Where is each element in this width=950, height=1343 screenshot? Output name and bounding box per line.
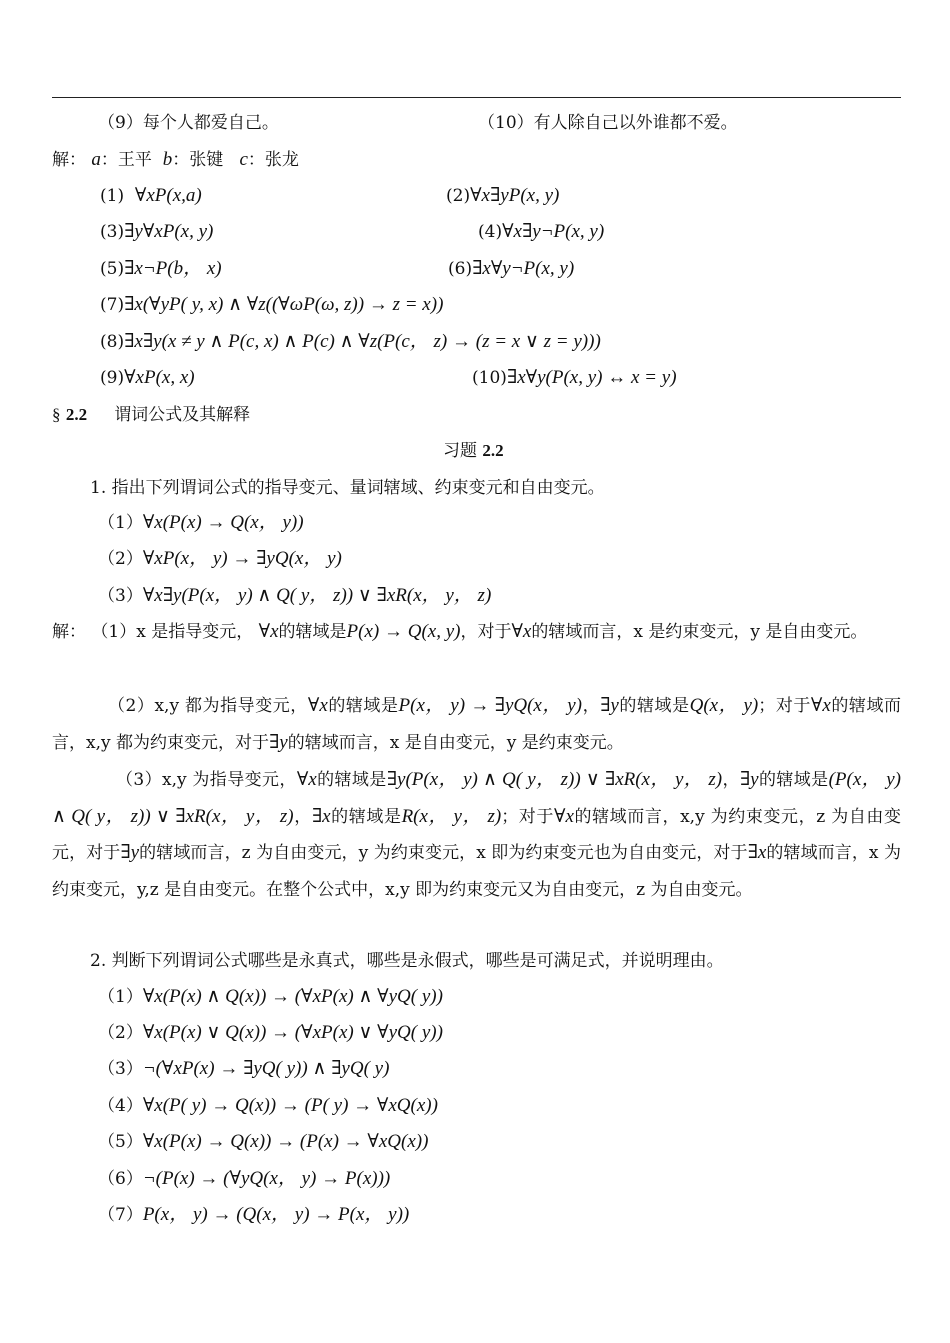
q1-item-1 (98, 512, 304, 534)
text: 解： （1）x 是指导变元， (52, 622, 254, 642)
formula: Q(x， y) (689, 695, 759, 716)
text: 的辖域是 (758, 770, 829, 790)
item-label: （1） (98, 987, 143, 1007)
name-b: ：张键 (172, 150, 224, 170)
answer-label: (7) (100, 295, 125, 315)
item-label: （6） (98, 1169, 143, 1189)
solution-1-paragraph-2 (52, 688, 901, 761)
item-label: （5） (98, 1132, 143, 1152)
answer-label: (10) (472, 368, 507, 388)
answer-3 (100, 221, 213, 243)
item-label: （3） (98, 586, 143, 606)
answer-5 (100, 258, 222, 280)
section-title: 谓词公式及其解释 (114, 405, 251, 425)
formula: ∀x (511, 621, 532, 642)
answer-label: (2) (446, 186, 471, 206)
exercise-title-number: 2.2 (482, 441, 504, 460)
text: 的辖域而言，z 为自由变元，y 为约束变元，x 即为约束变元也为自由变元，对于 (139, 843, 748, 863)
item-formula: ∀xP(x， y) → ∃yQ(x， y) (142, 548, 342, 569)
answer-7 (100, 294, 443, 316)
answer-4 (478, 221, 604, 243)
name-a: ：王平 (100, 150, 152, 170)
name-c: ：张龙 (247, 150, 299, 170)
text: （3）x,y 为指导变元， (116, 770, 297, 790)
answer-formula: ∀xP(x,a) (134, 185, 202, 206)
text: 的辖域是 (330, 806, 402, 827)
text: 的辖域是 (327, 696, 399, 716)
header-rule (52, 97, 901, 98)
problem-10-text: （10）有人除自己以外谁都不爱。 (478, 113, 738, 133)
solution-1-paragraph-1 (52, 614, 901, 651)
q2-item-1 (98, 986, 443, 1008)
item-label: （3） (98, 1059, 143, 1079)
q2-item-3 (98, 1058, 389, 1080)
item-formula: ∀x(P(x) → Q(x， y)) (142, 512, 304, 533)
answer-10 (472, 367, 677, 389)
formula: ∃y (600, 695, 619, 716)
answer-formula: ∀x∃y¬P(x, y) (502, 221, 605, 242)
formula: ∀x (810, 695, 831, 716)
text: 的辖域是 (618, 696, 690, 716)
answer-formula: ∀xP(x, x) (124, 367, 195, 388)
item-formula: P(x， y) → (Q(x， y) → P(x， y)) (142, 1204, 410, 1225)
answer-2 (446, 185, 559, 207)
answer-formula: ∃x∀y¬P(x, y) (472, 258, 575, 279)
solution-definitions (52, 149, 299, 171)
text: ；对于 (758, 696, 811, 716)
text: 的辖域而言，x,y 都为约束变元，对于 (52, 696, 902, 753)
answer-label: (9) (100, 368, 125, 388)
answer-formula: ∃x∃y(x ≠ y ∧ P(c, x) ∧ P(c) ∧ ∀z(P(c， z) → (z = x ∨ z = y))) (124, 331, 601, 352)
q2-item-2 (98, 1022, 443, 1044)
answer-label: (5) (100, 259, 125, 279)
text: ；对于 (501, 806, 554, 827)
item-formula: ∀x(P(x) ∨ Q(x)) → (∀xP(x) ∨ ∀yQ( y)) (142, 1022, 443, 1043)
solution-1-paragraph-3 (52, 762, 901, 908)
text: 的辖域而言，x,y 为约束变元，z 为自由变元，对于 (52, 806, 902, 863)
formula: ∃x (311, 805, 331, 827)
answer-formula: ∃x(∀yP( y, x) ∧ ∀z((∀ωP(ω, z)) → z = x)) (124, 294, 444, 315)
answer-label: (1) (100, 186, 125, 206)
q2-item-4 (98, 1095, 438, 1117)
formula: P(x) → Q(x, y) (346, 621, 461, 642)
answer-formula: ∃x¬P(b， x) (124, 258, 222, 279)
answer-label: (6) (448, 259, 473, 279)
answer-1 (100, 185, 202, 207)
text: ， (293, 806, 312, 827)
text: （2）x,y 都为指导变元， (108, 696, 308, 716)
solution-prefix: 解： (52, 150, 86, 170)
item-formula: ∀x(P( y) → Q(x)) → (P( y) → ∀xQ(x)) (142, 1095, 438, 1116)
item-formula: ¬(∀xP(x) → ∃yQ( y)) ∧ ∃yQ( y) (142, 1058, 390, 1079)
answer-label: (8) (100, 332, 125, 352)
q2-item-5 (98, 1131, 428, 1153)
text: ，对于 (460, 622, 512, 642)
section-heading (52, 404, 250, 426)
q2-item-7 (98, 1204, 409, 1226)
text: 的辖域而言，x 为约束变元，y,z 是自由变元。在整个公式中，x,y 即为约束变元又为自由变元，z 为自由变元。 (52, 843, 901, 900)
exercise-title-text: 习题 (443, 441, 477, 461)
answer-8 (100, 331, 601, 353)
answer-formula: ∀x∃yP(x, y) (470, 185, 560, 206)
q2-item-6 (98, 1168, 390, 1190)
question-1-stem: 1. 指出下列谓词公式的指导变元、量词辖域、约束变元和自由变元。 (90, 478, 605, 498)
formula: ∃y (739, 769, 759, 790)
formula: ∀x (553, 805, 574, 827)
problem-9-text: （9）每个人都爱自己。 (98, 113, 279, 133)
formula: ∀x (296, 769, 317, 790)
formula: ∃y (120, 842, 140, 863)
formula: ∃y(P(x， y) ∧ Q( y， z)) ∨ ∃xR(x， y， z) (386, 769, 723, 790)
item-label: （7） (98, 1205, 143, 1225)
item-formula: ∀x(P(x) → Q(x)) → (P(x) → ∀xQ(x)) (142, 1131, 429, 1152)
var-b: b (162, 149, 173, 170)
answer-formula: ∃y∀xP(x, y) (124, 221, 214, 242)
exercise-title (443, 440, 504, 462)
var-a: a (91, 149, 101, 170)
formula: R(x， y， z) (401, 805, 502, 827)
item-formula: ¬(P(x) → (∀yQ(x， y) → P(x))) (142, 1168, 391, 1189)
question-2-stem: 2. 判断下列谓词公式哪些是永真式，哪些是永假式，哪些是可满足式，并说明理由。 (90, 951, 724, 971)
formula: ∃x (747, 842, 767, 863)
answer-formula: ∃x∀y(P(x, y) ↔ x = y) (506, 367, 677, 388)
item-label: （1） (98, 513, 143, 533)
text: 的辖域而言，x 是自由变元，y 是约束变元。 (287, 732, 624, 753)
text: ， (582, 696, 601, 716)
text: 的辖域是 (316, 770, 387, 790)
formula: (P(x， y) ∧ Q( y， z)) ∨ ∃xR(x， y， z) (52, 769, 901, 827)
answer-label: (4) (478, 222, 503, 242)
text: ， (722, 770, 740, 790)
formula: ∀x (258, 621, 279, 642)
text: 的辖域而言，x 是约束变元，y 是自由变元。 (531, 622, 868, 642)
formula: ∃y (269, 731, 288, 753)
section-number: 2.2 (65, 405, 88, 424)
answer-label: (3) (100, 222, 125, 242)
item-formula: ∀x∃y(P(x， y) ∧ Q( y， z)) ∨ ∃xR(x， y， z) (142, 585, 492, 606)
text: 的辖域是 (278, 622, 347, 642)
answer-6 (448, 258, 574, 280)
section-symbol: § (52, 405, 61, 424)
item-formula: ∀x(P(x) ∧ Q(x)) → (∀xP(x) ∧ ∀yQ( y)) (142, 986, 443, 1007)
item-label: （2） (98, 1023, 143, 1043)
q1-item-2 (98, 548, 342, 570)
answer-9 (100, 367, 195, 389)
formula: P(x， y) → ∃yQ(x， y) (398, 695, 583, 716)
item-label: （4） (98, 1096, 143, 1116)
var-c: c (239, 149, 248, 170)
q1-item-3 (98, 585, 491, 607)
formula: ∀x (307, 695, 328, 716)
item-label: （2） (98, 549, 143, 569)
